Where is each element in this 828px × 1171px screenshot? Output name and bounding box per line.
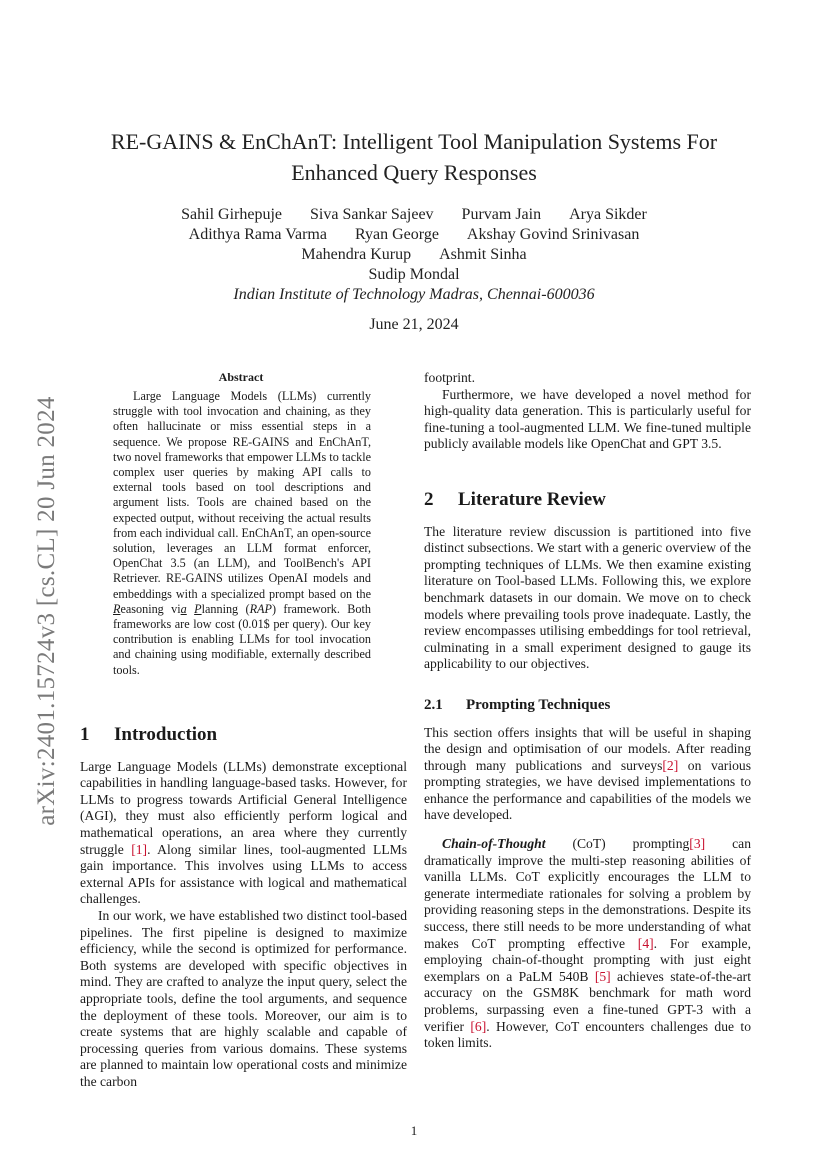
intro-paragraph-3: Furthermore, we have developed a novel method for high-quality data generation. This is particularly useful for fine-tuning a tool-augmented LLM. We fine-tuned multiple publicly available models like OpenChat and GPT 3.5. xyxy=(424,386,751,452)
prompting-paragraph-1: This section offers insights that will be useful in shaping the design and optimisation of our models. After reading through many publications and surveys[2] on various prompting strategies, we have devised implementations to enhance the performance and capabilities of the models we have developed. xyxy=(424,724,751,823)
literature-review-paragraph: The literature review discussion is partitioned into five distinct subsections. We start with a generic overview of the prompting techniques of LLMs. We then examine existing literature on Tool-based LLMs. Following this, we explore benchmark datasets in our domain. We move on to check models where prevailing tools prove inadequate. Lastly, the review encompasses utilising embeddings for tool retrieval, culminating in a small experiment designed to gauge its applicability to our objectives. xyxy=(424,523,751,672)
author-name: Ashmit Sinha xyxy=(439,246,527,263)
arxiv-identifier: arXiv:2401.15724v3 [cs.CL] 20 Jun 2024 xyxy=(33,396,60,826)
left-column-lower xyxy=(80,724,407,1090)
subsection-heading-prompting-techniques: 2.1 Prompting Techniques xyxy=(424,696,611,713)
author-name: Sahil Girhepuje xyxy=(181,206,283,223)
author-name: Mahendra Kurup xyxy=(301,246,412,263)
chain-of-thought-term: Chain-of-Thought xyxy=(442,836,546,852)
affiliation: Indian Institute of Technology Madras, Chennai-600036 xyxy=(233,286,595,303)
citation-link[interactable]: [1] xyxy=(131,841,148,857)
right-column xyxy=(424,370,751,1052)
abstract-text xyxy=(113,389,371,678)
citation-link[interactable]: [2] xyxy=(662,757,679,773)
section-heading-literature-review: 2 Literature Review xyxy=(424,488,606,510)
author-name: Purvam Jain xyxy=(461,206,542,223)
author-name: Arya Sikder xyxy=(569,206,647,223)
citation-link[interactable]: [4] xyxy=(637,935,654,951)
page-number: 1 xyxy=(410,1123,418,1138)
author-name: Siva Sankar Sajeev xyxy=(310,206,434,223)
citation-link[interactable]: [6] xyxy=(470,1018,487,1034)
author-line xyxy=(100,245,728,265)
author-name: Akshay Govind Srinivasan xyxy=(466,226,640,243)
publication-date: June 21, 2024 xyxy=(369,316,459,333)
paper-title: RE-GAINS & EnChAnT: Intelligent Tool Manipulation Systems For Enhanced Query Responses xyxy=(110,129,718,185)
intro-paragraph-2: In our work, we have established two distinct tool-based pipelines. The first pipeline is designed to maximize efficiency, while the second is optimized for performance. Both systems are developed with specific objectives in mind. They are crafted to analyze the input query, select the appropriate tools, define the tool arguments, and sequence the deployment of these tools. Moreover, our aim is to create systems that are highly scalable and capable of processing queries from various domains. These systems are planned to maintain low operational costs and minimize the carbon xyxy=(80,907,407,1089)
author-name: Adithya Rama Varma xyxy=(188,226,327,243)
section-heading-introduction: 1 Introduction xyxy=(80,724,218,745)
author-name: Sudip Mondal xyxy=(368,266,460,283)
author-block xyxy=(100,205,728,305)
intro-paragraph-2-continued: footprint. xyxy=(424,370,475,385)
citation-link[interactable]: [5] xyxy=(594,968,611,984)
author-line xyxy=(100,225,728,245)
abstract-paragraph: Large Language Models (LLMs) currently struggle with tool invocation and chaining, as they often hallucinate or miss essential steps in a sequence. We propose RE-GAINS and EnChAnT, two novel frameworks that empower LLMs to tackle complex user queries by making API calls to external tools based on tool descriptions and argument lists. Tools are chained based on the expected output, without receiving the actual results from each individual call. EnChAnT, an open-source solution, leverages an LLM format enforcer, OpenChat 3.5 (an LLM), and ToolBench's API Retriever. RE-GAINS utilizes OpenAI models and embeddings with a specialized prompt based on the Reasoning via Planning (RAP) framework. Both frameworks are low cost (0.01$ per query). Our key contribution is enabling LLMs for tool invocation and chaining using modifiable, externally described tools. xyxy=(113,389,371,677)
abstract-heading: Abstract xyxy=(218,370,264,384)
intro-paragraph-1: Large Language Models (LLMs) demonstrate exceptional capabilities in handling language-based tasks. However, for LLMs to progress towards Artificial General Intelligence (AGI), they must also efficiently perform logical and mathematical operations, an area where they currently struggle [1]. Along similar lines, tool-augmented LLMs gain importance. This involves using LLMs to access external APIs for assistance with logical and mathematical challenges. xyxy=(80,758,407,907)
prompting-paragraph-2: Chain-of-Thought (CoT) prompting[3] can dramatically improve the multi-step reasoning abilities of vanilla LLMs. CoT explicitly encourages the LLM to generate intermediate rationales for solving a problem by providing reasoning steps in the demonstrations. Despite its success, there still needs to be more understanding of what makes CoT prompting effective [4]. For example, employing chain-of-thought prompting with just eight exemplars on a PaLM 540B [5] achieves state-of-the-art accuracy on the GSM8K benchmark for math word problems, surpassing even a fine-tuned GPT-3 with a verifier [6]. However, CoT encounters challenges due to token limits. xyxy=(424,836,751,1051)
author-name: Ryan George xyxy=(354,226,439,243)
author-line xyxy=(100,205,728,225)
author-line xyxy=(100,265,728,285)
citation-link[interactable]: [3] xyxy=(689,836,706,852)
